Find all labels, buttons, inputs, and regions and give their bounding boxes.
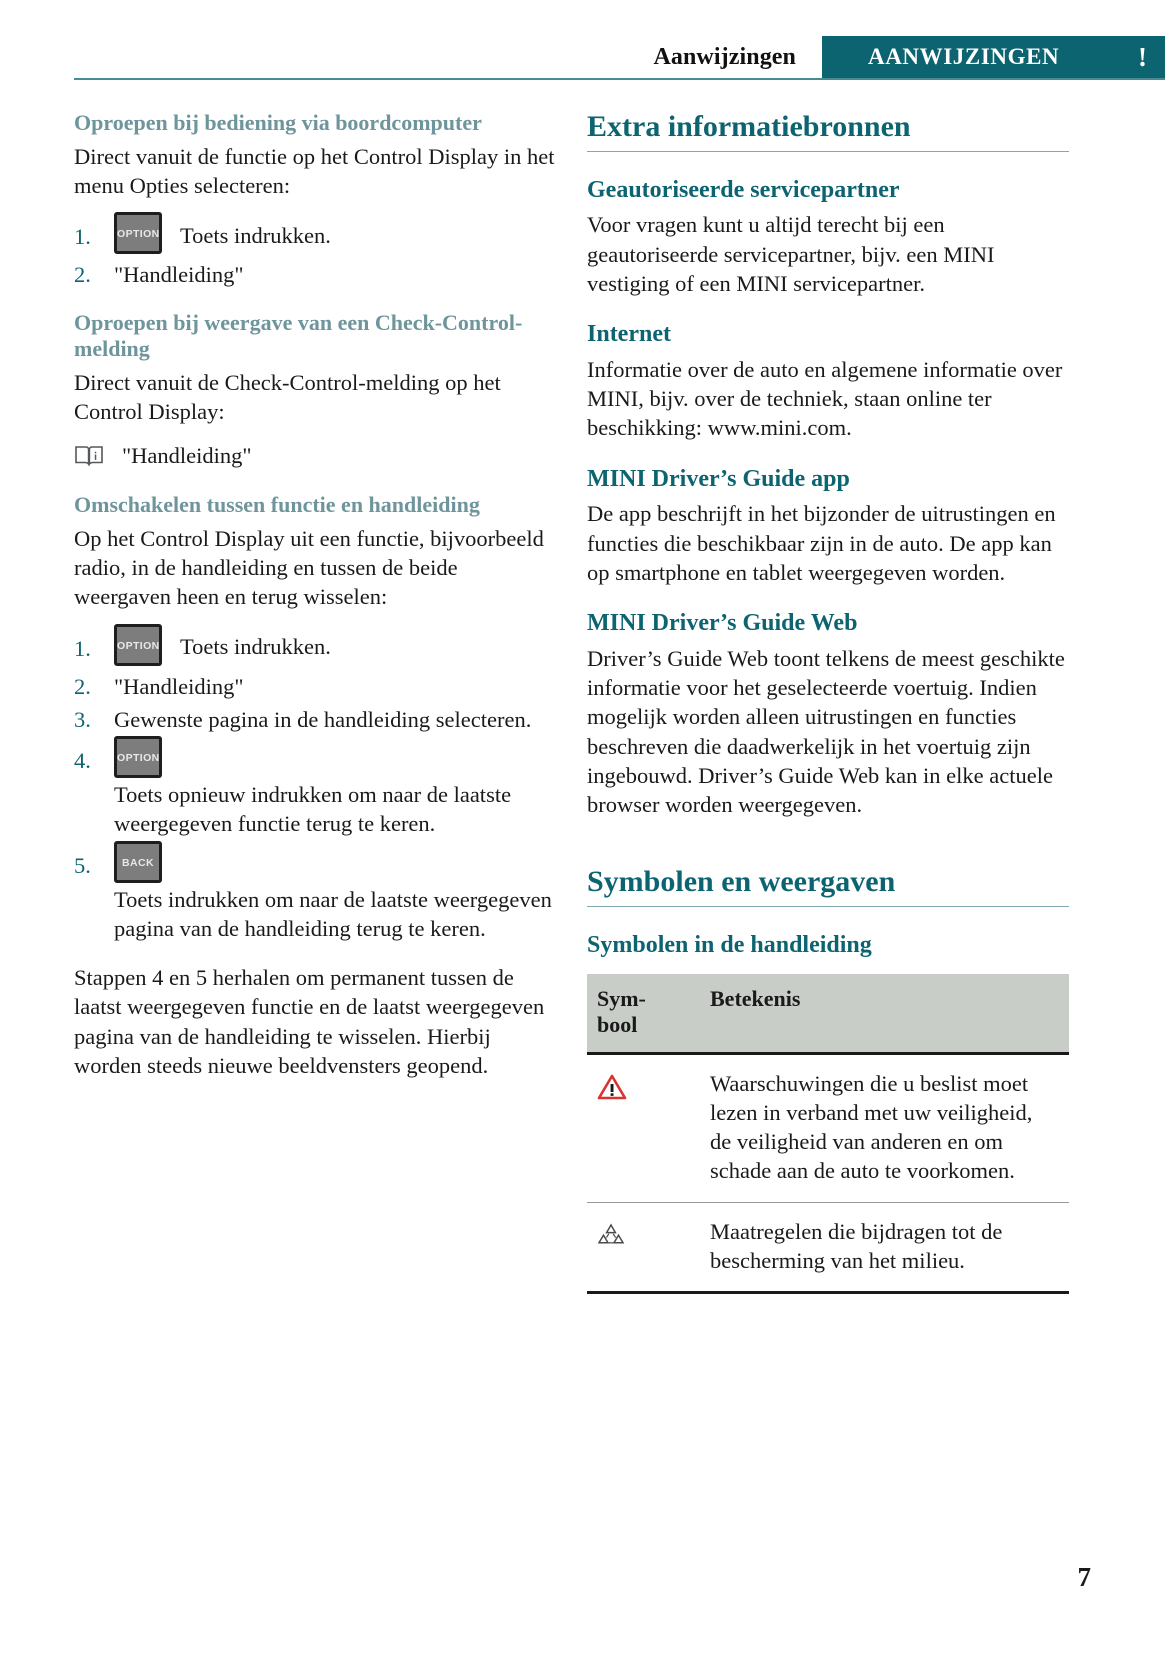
book-info-line xyxy=(74,441,556,470)
chapter-tab-label: AANWIJZINGEN xyxy=(868,44,1060,69)
list-item-number: 2. xyxy=(74,262,91,288)
page-header xyxy=(74,36,1165,78)
heading-internet: Internet xyxy=(587,321,671,348)
section-divider xyxy=(587,906,1069,907)
paragraph-drivers-guide-web: Driver’s Guide Web toont telkens de meest geschikte informatie voor het geselecteerde voertuig. Indien mogelijk worden alleen uitrustingen en functies beschreven die daadwerkelijk in het voertuig zijn ingebouwd. Driver’s Guide Web kan in elke actuele browser worden weergegeven. xyxy=(587,645,1065,818)
list-item xyxy=(74,705,556,734)
heading-geautoriseerde-servicepartner: Geautoriseerde servicepartner xyxy=(587,176,900,203)
list-item xyxy=(74,626,556,668)
list-item xyxy=(74,672,556,701)
list-item xyxy=(74,260,556,289)
heading-drivers-guide-web: MINI Driver’s Guide Web xyxy=(587,610,858,637)
paragraph-geautoriseerde-servicepartner: Voor vragen kunt u altijd terecht bij een geautoriseerde servicepartner, bijv. een MINI vestiging of een MINI servicepartner. xyxy=(587,212,995,296)
paragraph-oproepen-boordcomputer: Direct vanuit de functie op het Control Display in het menu Opties selecteren: xyxy=(74,143,555,199)
steps-list-omschakelen xyxy=(74,626,556,944)
section-title-extra-informatiebronnen: Extra informatiebronnen xyxy=(587,110,911,143)
exclamation-icon: ! xyxy=(1138,41,1147,72)
left-column xyxy=(74,110,556,1102)
list-item xyxy=(74,214,556,256)
warning-triangle-icon xyxy=(597,1073,627,1101)
table-cell-meaning: Maatregelen die bijdragen tot de bescherming van het milieu. xyxy=(700,1202,1069,1293)
table-header-meaning: Betekenis xyxy=(700,974,1069,1053)
heading-omschakelen: Omschakelen tussen functie en handleiding xyxy=(74,491,480,517)
recycle-icon xyxy=(597,1221,625,1247)
right-column xyxy=(587,110,1069,1294)
paragraph-internet: Informatie over de auto en algemene informatie over MINI, bijv. over de techniek, staan online ter beschikking: www.mini.com. xyxy=(587,356,1063,441)
table-row xyxy=(587,1053,1069,1202)
header-chapter xyxy=(653,36,1165,78)
option-key-icon: OPTION xyxy=(114,212,162,254)
table-header-symbol-line1: Sym- xyxy=(597,985,646,1011)
list-item-label: Toets indrukken om naar de laatste weergegeven pagina van de handleiding terug te keren. xyxy=(114,886,552,941)
header-chapter-name: Aanwijzingen xyxy=(653,44,796,70)
list-item xyxy=(74,738,556,839)
page-number: 7 xyxy=(1077,1562,1091,1592)
table-cell-symbol xyxy=(587,1053,700,1202)
table-header-symbol xyxy=(587,974,700,1053)
back-key-icon: BACK xyxy=(114,841,162,883)
table-header-symbol-line2: bool xyxy=(597,1011,638,1037)
list-item-label: Toets indrukken. xyxy=(180,633,331,659)
list-item-label: "Handleiding" xyxy=(114,262,244,288)
book-info-icon xyxy=(74,443,104,467)
heading-oproepen-boordcomputer: Oproepen bij bediening via boordcomputer xyxy=(74,110,482,135)
option-key-icon: OPTION xyxy=(114,736,162,778)
list-item-number: 4. xyxy=(74,748,91,774)
table-row xyxy=(587,1202,1069,1293)
steps-list-boordcomputer xyxy=(74,214,556,289)
header-divider xyxy=(74,78,1165,80)
list-item-number: 1. xyxy=(74,224,91,250)
paragraph-omschakelen-outro: Stappen 4 en 5 herhalen om permanent tussen de laatst weergegeven functie en de laatst weergegeven pagina van de handleiding te wisselen. Hierbij worden steeds nieuwe beeldvensters geopend. xyxy=(74,965,545,1078)
list-item-label: Toets indrukken. xyxy=(180,222,331,248)
list-item-label: Toets opnieuw indrukken om naar de laatste weergegeven functie terug te keren. xyxy=(114,782,512,837)
list-item-number: 5. xyxy=(74,852,91,878)
paragraph-drivers-guide-app: De app beschrijft in het bijzonder de uitrustingen en functies die beschikbaar zijn in de auto. De app kan op smartphone en tablet weergegeven worden. xyxy=(587,501,1056,585)
list-item-label: Gewenste pagina in de handleiding selecteren. xyxy=(114,706,532,732)
chapter-tab xyxy=(822,36,1165,78)
section-title-symbolen-en-weergaven: Symbolen en weergaven xyxy=(587,865,896,899)
list-item-number: 3. xyxy=(74,706,91,732)
heading-symbolen-in-de-handleiding: Symbolen in de handleiding xyxy=(587,931,872,958)
table-cell-meaning: Waarschuwingen die u beslist moet lezen in verband met uw veiligheid, de veiligheid van anderen en om schade aan de auto te voorkomen. xyxy=(700,1053,1069,1202)
paragraph-omschakelen: Op het Control Display uit een functie, bijvoorbeeld radio, in de handleiding en tussen de beide weergaven heen en terug wisselen: xyxy=(74,525,544,610)
option-key-icon: OPTION xyxy=(114,624,162,666)
list-item-number: 1. xyxy=(74,635,91,661)
paragraph-oproepen-check-control: Direct vanuit de Check-Control-melding op het Control Display: xyxy=(74,370,501,425)
table-cell-symbol xyxy=(587,1202,700,1293)
book-info-label: "Handleiding" xyxy=(122,442,252,468)
list-item-number: 2. xyxy=(74,673,91,699)
table-header-row xyxy=(587,974,1069,1053)
heading-drivers-guide-app: MINI Driver’s Guide app xyxy=(587,465,850,492)
list-item xyxy=(74,843,556,944)
list-item-label: "Handleiding" xyxy=(114,673,244,699)
symbols-table xyxy=(587,974,1069,1294)
heading-oproepen-check-control: Oproepen bij weergave van een Check-Control-melding xyxy=(74,309,523,362)
section-divider xyxy=(587,151,1069,152)
